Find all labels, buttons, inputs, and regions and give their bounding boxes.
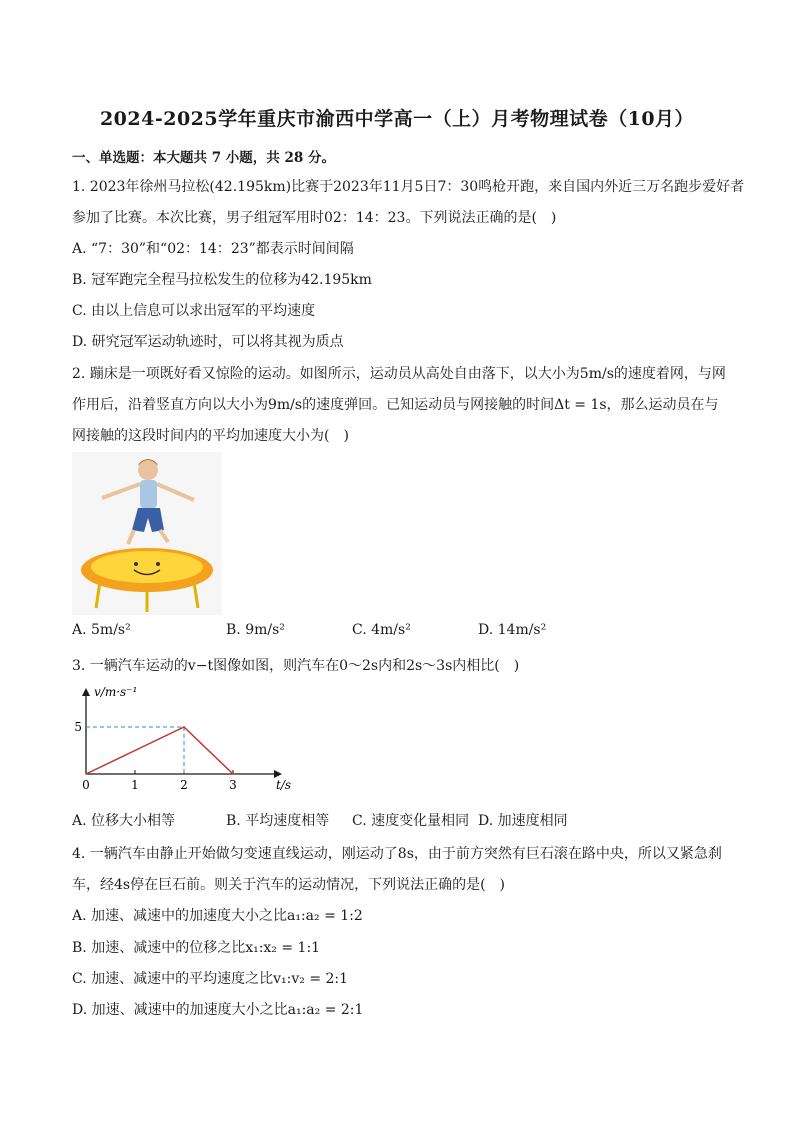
q3-option-b: B. 平均速度相等 [226,813,330,829]
q4-option-b: B. 加速、减速中的位移之比x₁:x₂ = 1:1 [72,940,321,956]
x-tick-label-0: 0 [82,778,90,792]
q4-option-d: D. 加速、减速中的加速度大小之比a₁:a₂ = 2:1 [72,1002,364,1018]
q3-option-c: C. 速度变化量相同 [352,813,470,829]
q4-option-a: A. 加速、减速中的加速度大小之比a₁:a₂ = 1:2 [72,908,363,924]
vt-graph [72,684,302,794]
data-point-1 [183,726,185,728]
velocity-series-line [86,727,233,774]
q2-option-a: A. 5m/s² [72,622,131,638]
q1-option-d: D. 研究冠军运动轨迹时，可以将其视为质点 [72,334,344,350]
x-tick-label-1: 1 [131,778,139,792]
y-tick-label-5: 5 [74,720,82,734]
q1-stem-line2: 参加了比赛。本次比赛，男子组冠军用时02：14：23。下列说法正确的是( ) [72,210,557,226]
q2-stem-line2: 作用后，沿着竖直方向以大小为9m/s的速度弹回。已知运动员与网接触的时间Δt = 1s，那么运动员在与 [72,397,719,413]
q3-option-d: D. 加速度相同 [478,813,568,829]
q2-option-c: C. 4m/s² [352,622,411,638]
y-axis-arrow [82,688,90,696]
x-tick-label-2: 2 [180,778,188,792]
x-axis-arrow [274,770,282,778]
trampoline-photo [72,452,222,615]
q3-stem: 3. 一辆汽车运动的v−t图像如图，则汽车在0～2s内和2s～3s内相比( ) [72,658,520,674]
x-axis-label: t/s [276,778,292,792]
section-heading: 一、单选题：本大题共 7 小题，共 28 分。 [72,150,335,166]
q4-stem-line2: 车，经4s停在巨石前。则关于汽车的运动情况，下列说法正确的是( ) [72,877,506,893]
q2-stem-line3: 网接触的这段时间内的平均加速度大小为( ) [72,428,349,444]
data-point-0 [85,773,87,775]
q1-option-a: A. “7：30”和“02：14：23”都表示时间间隔 [72,241,354,257]
q1-stem-line1: 1. 2023年徐州马拉松(42.195km)比赛于2023年11月5日7：30鸣枪开跑，来自国内外近三万名跑步爱好者 [72,179,745,195]
page-title: 2024-2025学年重庆市渝西中学高一（上）月考物理试卷（10月） [99,108,695,130]
q3-option-a: A. 位移大小相等 [72,813,176,829]
q4-option-c: C. 加速、减速中的平均速度之比v₁:v₂ = 2:1 [72,971,349,987]
q2-option-b: B. 9m/s² [226,622,285,638]
data-point-2 [232,773,234,775]
q4-stem-line1: 4. 一辆汽车由静止开始做匀变速直线运动，刚运动了8s，由于前方突然有巨石滚在路中央，所以又紧急刹 [72,846,722,862]
y-axis-label: v/m·s⁻¹ [94,685,138,699]
x-tick-label-3: 3 [229,778,237,792]
q2-option-d: D. 14m/s² [478,622,547,638]
q2-stem-line1: 2. 蹦床是一项既好看又惊险的运动。如图所示，运动员从高处自由落下，以大小为5m/s的速度着网，与网 [72,366,726,382]
q1-option-c: C. 由以上信息可以求出冠军的平均速度 [72,303,316,319]
q1-option-b: B. 冠军跑完全程马拉松发生的位移为42.195km [72,272,372,288]
